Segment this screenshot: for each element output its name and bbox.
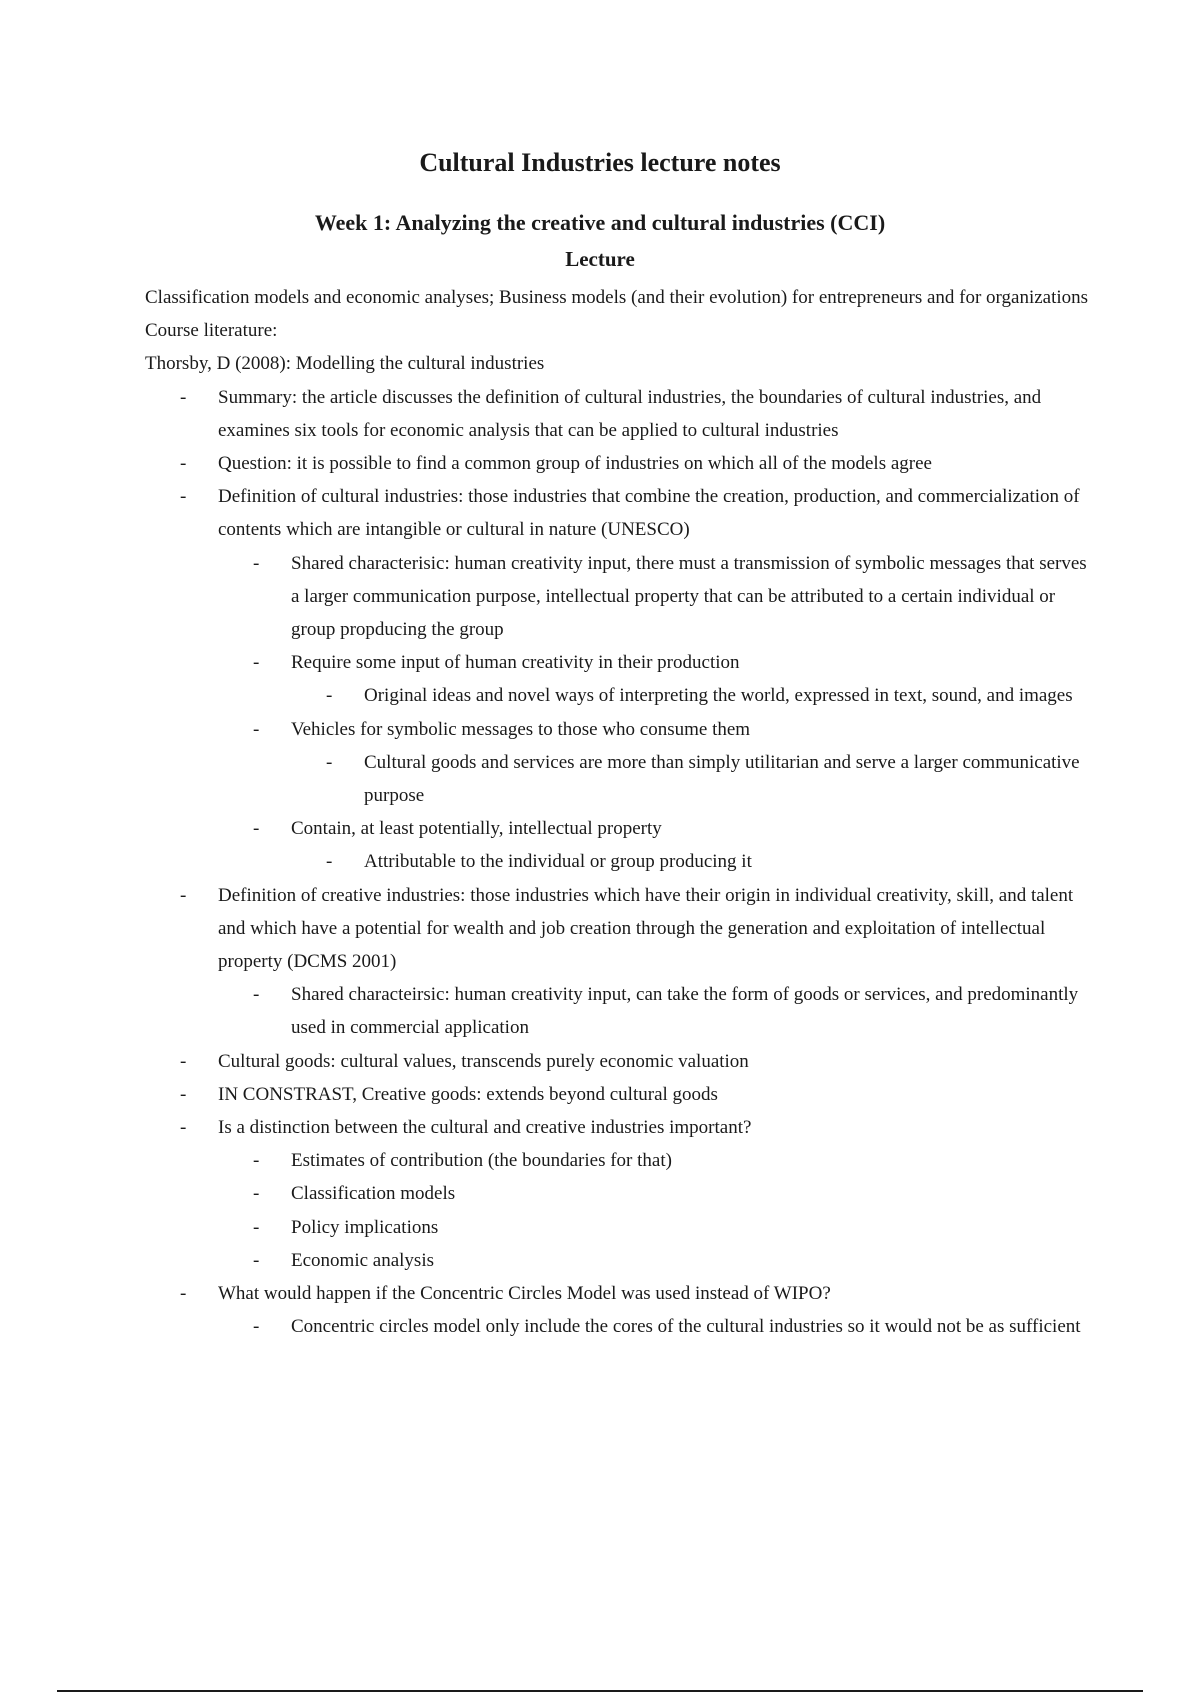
list-item <box>145 879 1090 979</box>
bullet-marker: - <box>180 486 187 508</box>
bullet-marker: - <box>253 1150 260 1172</box>
list-item-text: Cultural goods: cultural values, transcends purely economic valuation <box>218 1050 749 1072</box>
bullet-marker: - <box>180 1083 187 1105</box>
bullet-marker: - <box>180 1283 187 1305</box>
bullet-marker: - <box>326 851 333 873</box>
footer-divider <box>57 1690 1143 1692</box>
bullet-marker: - <box>326 751 333 773</box>
list-item <box>145 713 1090 746</box>
list-item-text: Shared characterisic: human creativity input, there must a transmission of symbolic messages that serves a larger communication purpose, intellectual property that can be attributed to a certain individual or group propducing the group <box>291 552 1087 641</box>
list-item <box>145 1177 1090 1210</box>
bullet-marker: - <box>253 1249 260 1271</box>
list-item <box>145 547 1090 647</box>
list-item <box>145 1144 1090 1177</box>
list-item <box>145 646 1090 679</box>
course-literature-label: Course literature: <box>145 320 278 342</box>
list-item-text: Policy implications <box>291 1216 439 1238</box>
literature-reference: Thorsby, D (2008): Modelling the cultural industries <box>145 353 545 375</box>
list-item-text: Original ideas and novel ways of interpreting the world, expressed in text, sound, and images <box>364 685 1073 707</box>
list-item-text: Vehicles for symbolic messages to those who consume them <box>291 718 751 740</box>
list-item <box>145 1277 1090 1310</box>
list-item-text: Is a distinction between the cultural and creative industries important? <box>218 1117 752 1139</box>
list-item <box>145 812 1090 845</box>
section-heading: Lecture <box>565 247 635 271</box>
list-item-text: Economic analysis <box>291 1249 434 1271</box>
bullet-marker: - <box>253 818 260 840</box>
list-item <box>145 1244 1090 1277</box>
list-item-text: IN CONSTRAST, Creative goods: extends beyond cultural goods <box>218 1083 718 1105</box>
list-item <box>145 746 1090 812</box>
list-item-text: Attributable to the individual or group producing it <box>364 851 752 873</box>
list-item-text: Classification models <box>291 1183 456 1205</box>
bullet-marker: - <box>180 1117 187 1139</box>
list-item-text: Concentric circles model only include the cores of the cultural industries so it would not be as sufficient <box>291 1316 1081 1338</box>
list-item <box>145 679 1090 712</box>
bullet-marker: - <box>180 386 187 408</box>
list-item-text: Question: it is possible to find a common group of industries on which all of the models agree <box>218 453 932 475</box>
bullet-marker: - <box>180 453 187 475</box>
list-item <box>145 1310 1090 1343</box>
list-item-text: Shared characteirsic: human creativity input, can take the form of goods or services, and predominantly used in commercial application <box>291 984 1079 1039</box>
list-item-text: Definition of creative industries: those industries which have their origin in individual creativity, skill, and talent and which have a potential for wealth and job creation through the generation and exploitation of intellectual property (DCMS 2001) <box>218 884 1074 973</box>
bullet-marker: - <box>253 652 260 674</box>
list-item-text: What would happen if the Concentric Circles Model was used instead of WIPO? <box>218 1283 831 1305</box>
bullet-marker: - <box>180 1050 187 1072</box>
list-item-text: Estimates of contribution (the boundaries for that) <box>291 1150 672 1172</box>
list-item <box>145 1111 1090 1144</box>
bullet-marker: - <box>253 718 260 740</box>
week-heading: Week 1: Analyzing the creative and cultural industries (CCI) <box>314 210 886 235</box>
list-item <box>145 1078 1090 1111</box>
bullet-marker: - <box>326 685 333 707</box>
notes-body <box>145 281 1090 1344</box>
bullet-marker: - <box>253 1183 260 1205</box>
list-item <box>145 1211 1090 1244</box>
list-item-text: Definition of cultural industries: those industries that combine the creation, production, and commercialization of contents which are intangible or cultural in nature (UNESCO) <box>218 486 1080 541</box>
bullet-marker: - <box>253 1316 260 1338</box>
list-item <box>145 447 1090 480</box>
bullet-marker: - <box>253 552 260 574</box>
list-item <box>145 978 1090 1044</box>
list-item <box>145 1045 1090 1078</box>
list-item <box>145 381 1090 447</box>
bullet-marker: - <box>180 884 187 906</box>
bullet-marker: - <box>253 1216 260 1238</box>
list-item-text: Require some input of human creativity in their production <box>291 652 740 674</box>
list-item <box>145 845 1090 878</box>
list-item-text: Summary: the article discusses the definition of cultural industries, the boundaries of cultural industries, and examines six tools for economic analysis that can be applied to cultural industries <box>218 386 1042 441</box>
document-title: Cultural Industries lecture notes <box>419 148 781 177</box>
list-item-text: Contain, at least potentially, intellectual property <box>291 818 662 840</box>
topics-line: Classification models and economic analyses; Business models (and their evolution) for entrepreneurs and for organizations <box>145 287 1089 308</box>
list-item-text: Cultural goods and services are more than simply utilitarian and serve a larger communicative purpose <box>364 751 1080 807</box>
list-item <box>145 480 1090 546</box>
bullet-marker: - <box>253 984 260 1006</box>
